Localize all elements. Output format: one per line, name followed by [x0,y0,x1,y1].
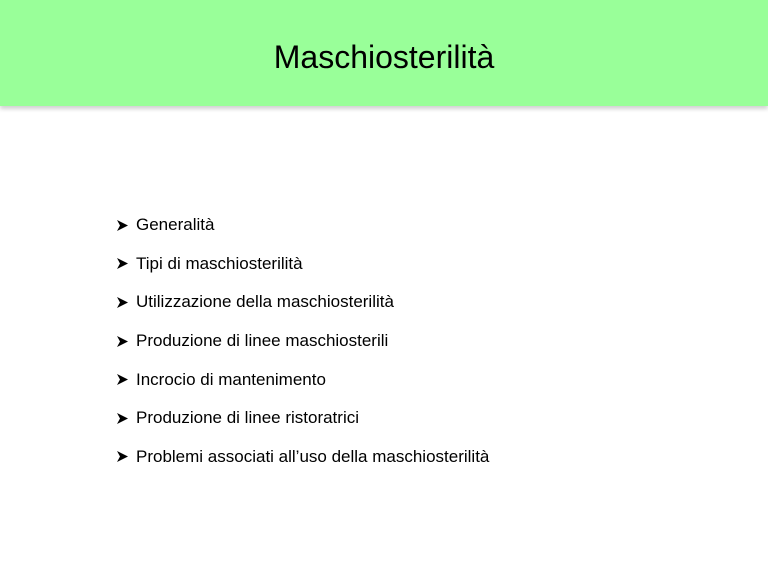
list-item [116,438,489,477]
list-item [116,206,489,245]
list-item [116,245,489,284]
list-item [116,322,489,361]
list-item-label: Generalità [136,215,215,235]
arrowhead-bullet-icon [116,373,136,386]
slide-title: Maschiosterilità [273,39,495,75]
arrowhead-bullet-icon [116,412,136,425]
list-item-label: Problemi associati all’uso della maschiosterilità [136,446,490,466]
list-item-label: Utilizzazione della maschiosterilità [136,292,394,312]
list-item-label: Incrocio di mantenimento [136,369,326,389]
arrowhead-bullet-icon [116,335,136,348]
list-item-label: Produzione di linee maschiosterili [136,331,389,351]
title-band [0,0,768,106]
list-item [116,360,489,399]
arrowhead-bullet-icon [116,219,136,232]
list-item [116,399,489,438]
arrowhead-bullet-icon [116,296,136,309]
bullet-list [116,206,489,476]
arrowhead-bullet-icon [116,450,136,463]
arrowhead-bullet-icon [116,257,136,270]
list-item-label: Tipi di maschiosterilità [136,253,303,273]
list-item [116,283,489,322]
list-item-label: Produzione di linee ristoratrici [136,408,359,428]
